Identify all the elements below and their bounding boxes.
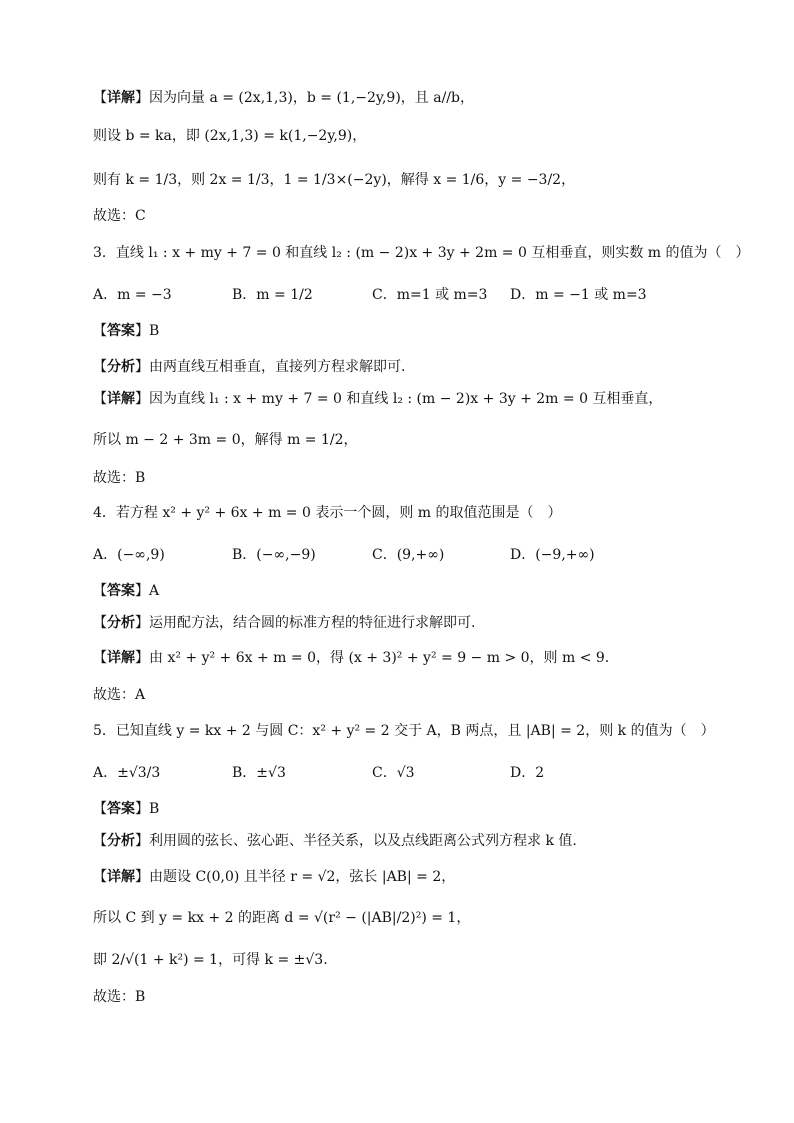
- solution-line: 所以 C 到 y = kx + 2 的距离 d = √(r² − (|AB|/2)²) = 1，: [93, 910, 471, 926]
- question-4: 4．若方程 x² + y² + 6x + m = 0 表示一个圆，则 m 的取值范围是（ ）: [93, 505, 562, 521]
- answer-line: 故选：C: [93, 208, 146, 224]
- solution-line: 【详解】因为直线 l₁ : x + my + 7 = 0 和直线 l₂ : (m − 2)x + 3y + 2m = 0 互相垂直，: [93, 391, 663, 407]
- answer-line: 故选：B: [93, 470, 146, 486]
- question-5: 5．已知直线 y = kx + 2 与圆 C：x² + y² = 2 交于 A，B 两点，且 |AB| = 2，则 k 的值为（ ）: [93, 723, 715, 739]
- answer-line: 【答案】B: [93, 323, 160, 339]
- q5-option-b: B．±√3: [232, 765, 286, 781]
- analysis-line: 【分析】利用圆的弦长、弦心距、半径关系，以及点线距离公式列方程求 k 值.: [93, 833, 577, 849]
- answer-line: 【答案】B: [93, 801, 160, 817]
- solution-line: 即 2/√(1 + k²) = 1，可得 k = ±√3.: [93, 952, 328, 968]
- q5-option-d: D．2: [510, 765, 545, 781]
- solution-line: 【详解】因为向量 a = (2x,1,3)，b = (1,−2y,9)，且 a//b，: [93, 90, 474, 106]
- answer-line: 故选：A: [93, 687, 146, 703]
- solution-line: 【详解】由 x² + y² + 6x + m = 0，得 (x + 3)² + y² = 9 − m > 0，则 m < 9.: [93, 650, 610, 666]
- q5-option-c: C．√3: [372, 765, 415, 781]
- analysis-line: 【分析】由两直线互相垂直，直接列方程求解即可.: [93, 359, 406, 375]
- q3-option-a: A．m = −3: [93, 287, 172, 303]
- q3-option-d: D．m = −1 或 m=3: [510, 287, 647, 303]
- q4-option-d: D．(−9,+∞): [510, 547, 595, 563]
- q4-option-c: C．(9,+∞): [372, 547, 445, 563]
- q4-option-b: B．(−∞,−9): [232, 547, 316, 563]
- answer-line: 故选：B: [93, 989, 146, 1005]
- q3-option-c: C．m=1 或 m=3: [372, 287, 488, 303]
- solution-line: 【详解】由题设 C(0,0) 且半径 r = √2，弦长 |AB| = 2，: [93, 869, 456, 885]
- q3-option-b: B．m = 1/2: [232, 287, 313, 303]
- answer-line: 【答案】A: [93, 583, 160, 599]
- q5-option-a: A．±√3/3: [93, 765, 161, 781]
- solution-line: 则有 k = 1/3，则 2x = 1/3，1 = 1/3×(−2y)，解得 x = 1/6，y = −3/2，: [93, 172, 576, 188]
- solution-line: 则设 b = ka，即 (2x,1,3) = k(1,−2y,9)，: [93, 128, 367, 144]
- solution-line: 所以 m − 2 + 3m = 0，解得 m = 1/2，: [93, 432, 358, 448]
- question-3: 3．直线 l₁ : x + my + 7 = 0 和直线 l₂ : (m − 2)x + 3y + 2m = 0 互相垂直，则实数 m 的值为（ ）: [93, 245, 750, 261]
- q4-option-a: A．(−∞,9): [93, 547, 165, 563]
- analysis-line: 【分析】运用配方法，结合圆的标准方程的特征进行求解即可.: [93, 615, 476, 631]
